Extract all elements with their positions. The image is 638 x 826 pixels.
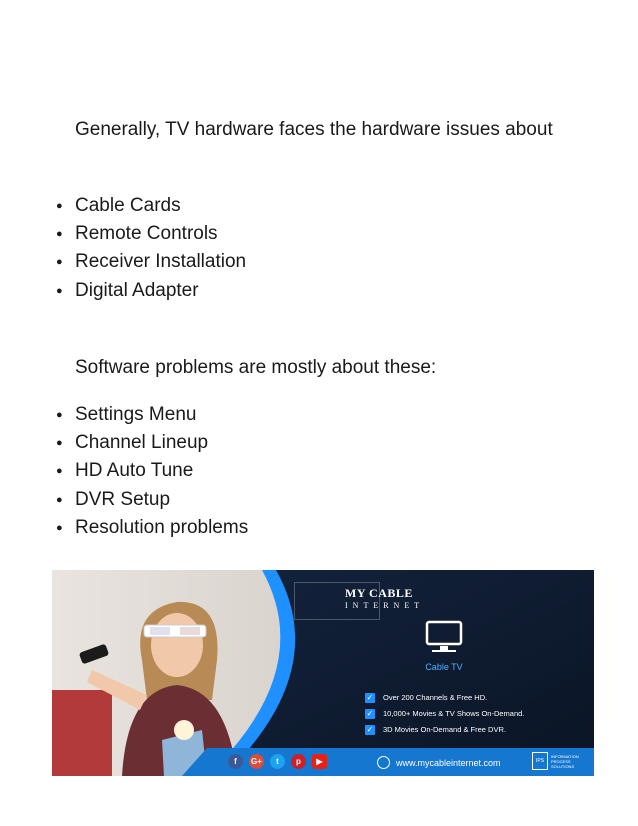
bullet-icon: ● <box>56 465 63 478</box>
brand-subtitle: INTERNET <box>345 601 425 610</box>
pinterest-icon[interactable]: p <box>291 754 306 769</box>
feature-text: Over 200 Channels & Free HD. <box>383 693 488 702</box>
list-item <box>56 401 248 429</box>
ips-text: INFORMATION PROCESS SOLUTIONS <box>551 753 579 769</box>
bullet-icon: ● <box>56 521 63 534</box>
list-item <box>56 486 248 514</box>
list-item-text: Remote Controls <box>75 223 218 245</box>
list-item <box>56 192 246 220</box>
list-item-text: Channel Lineup <box>75 432 209 454</box>
list-item-text: HD Auto Tune <box>75 460 194 482</box>
hardware-list <box>56 192 246 305</box>
website-url[interactable]: www.mycableinternet.com <box>396 757 501 768</box>
feature-item <box>365 690 524 706</box>
bullet-icon: ● <box>56 256 63 269</box>
social-icons <box>228 754 327 769</box>
list-item <box>56 248 246 276</box>
list-item <box>56 220 246 248</box>
brand-name: MY CABLE <box>345 586 413 600</box>
software-list <box>56 401 248 542</box>
feature-item <box>365 706 524 722</box>
youtube-icon[interactable]: ▶ <box>312 754 327 769</box>
bullet-icon: ● <box>56 493 63 506</box>
cable-tv-banner <box>52 570 594 776</box>
bullet-icon: ● <box>56 437 63 450</box>
bullet-icon: ● <box>56 200 63 212</box>
list-item-text: Digital Adapter <box>75 279 199 301</box>
checkbox-icon: ✓ <box>366 725 374 734</box>
globe-icon <box>377 756 390 769</box>
bullet-icon: ● <box>56 284 63 297</box>
brand-logo <box>345 586 424 610</box>
facebook-icon[interactable]: f <box>228 754 243 769</box>
intro-paragraph: Generally, TV hardware faces the hardware issues about <box>75 119 553 140</box>
list-item <box>56 457 248 485</box>
list-item-text: Cable Cards <box>75 195 181 216</box>
ips-badge <box>532 752 581 770</box>
list-item-text: Resolution problems <box>75 516 249 538</box>
list-item-text: Settings Menu <box>75 404 197 425</box>
tv-icon <box>417 613 471 659</box>
feature-text: 10,000+ Movies & TV Shows On-Demand. <box>383 709 525 718</box>
feature-text: 3D Movies On-Demand & Free DVR. <box>383 725 506 734</box>
checkbox-icon: ✓ <box>366 693 374 702</box>
list-item <box>56 514 248 542</box>
list-item <box>56 429 248 457</box>
bullet-icon: ● <box>56 409 63 421</box>
feature-item <box>365 722 524 738</box>
twitter-icon[interactable]: t <box>270 754 285 769</box>
tile-label: Cable TV <box>425 662 463 672</box>
ips-logo: IPS <box>532 752 548 770</box>
bullet-icon: ● <box>56 228 63 241</box>
software-intro: Software problems are mostly about these: <box>75 357 437 378</box>
checkbox-icon: ✓ <box>366 709 374 718</box>
list-item-text: Receiver Installation <box>75 251 247 273</box>
feature-list <box>365 690 524 738</box>
list-item <box>56 277 246 305</box>
list-item-text: DVR Setup <box>75 488 171 510</box>
google-plus-icon[interactable]: G+ <box>249 754 264 769</box>
website-link[interactable] <box>377 756 501 769</box>
